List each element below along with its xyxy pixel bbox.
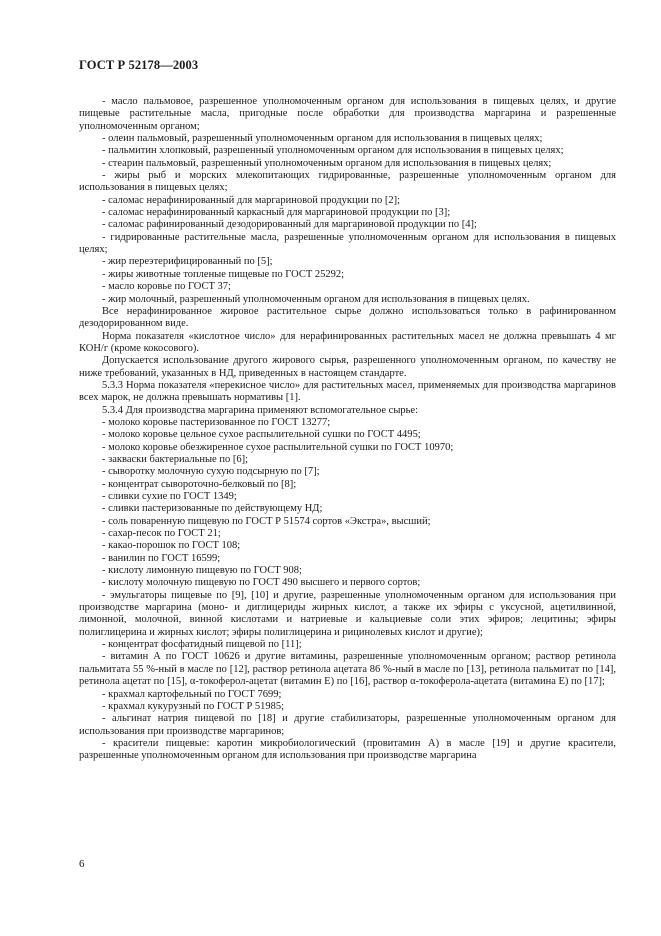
paragraph: - кислоту молочную пищевую по ГОСТ 490 высшего и первого сортов; — [102, 577, 421, 589]
paragraph: - сыворотку молочную сухую подсырную по [7]; — [102, 466, 320, 478]
document-header: ГОСТ Р 52178—2003 — [79, 58, 199, 72]
paragraph: - кислоту лимонную пищевую по ГОСТ 908; — [102, 565, 302, 577]
paragraph: Допускается использование другого жирового сырья, разрешенного уполномоченным органом, по качеству не ниже требований, указанных в НД, приведенных в настоящем стандарте. — [79, 355, 616, 379]
paragraph: - крахмал картофельный по ГОСТ 7699; — [102, 688, 282, 700]
paragraph: Все нерафинированное жировое растительное сырье должно использоваться только в рафинированном дезодорированном виде. — [79, 305, 616, 330]
paragraph: - закваски бактериальные по [6]; — [102, 453, 248, 465]
paragraph: - концентрат фосфатидный пищевой по [11]; — [102, 639, 302, 651]
paragraph: - пальмитин хлопковый, разрешенный уполномоченным органом для использования в пищевых целях; — [102, 145, 564, 157]
paragraph: 5.3.4 Для производства маргарина применяют вспомогательное сырье: — [102, 404, 418, 416]
paragraph: - красители пищевые: каротин микробиологический (провитамин А) в масле [19] и другие красители, разрешенные уполномоченным органом для использования при производстве маргарина — [79, 737, 616, 762]
paragraph: - саломас рафинированный дезодорированный для маргариновой продукции по [4]; — [102, 219, 477, 231]
paragraph: - саломас нерафинированный для маргариновой продукции по [2]; — [102, 194, 401, 206]
paragraph: - жиры рыб и морских млекопитающих гидрированные, разрешенные уполномоченным органом для использования в пищевых целях; — [79, 170, 616, 194]
body-text — [79, 96, 616, 763]
paragraph: - сливки пастеризованные по действующему НД; — [102, 503, 323, 515]
paragraph: - молоко коровье цельное сухое распылительной сушки по ГОСТ 4495; — [102, 429, 421, 441]
paragraph: - эмульгаторы пищевые по [9], [10] и другие, разрешенные уполномоченным органом для использования при производстве маргарина (моно- и диглицериды жирных кислот, а также их эфиры с уксусной, ацетилвинной, лимонной, молочной, винной кислотами и натриевые и кальциевые соли этих эфиров; лецитины; эфиры полиглицерина и жирных кислот; эфиры полиглицерина и рицинолевых кислот и другие); — [79, 589, 616, 638]
paragraph: - ванилин по ГОСТ 16599; — [102, 552, 221, 564]
paragraph: - витамин А по ГОСТ 10626 и другие витамины, разрешенные уполномоченным органом; раствор ретинола пальмитата 55 %-ный в масле по [12], раствор ретинола ацетата 86 %-ный в масле по [13], ретинола пальмитат по [14], ретинола ацетат по [15], α-токоферол-ацетат (витамин Е) по [16], раствор α-токоферола-ацетата (витамина Е) по [17]; — [79, 651, 616, 688]
paragraph: - сахар-песок по ГОСТ 21; — [102, 528, 221, 540]
paragraph: - масло коровье по ГОСТ 37; — [102, 281, 231, 293]
paragraph: - олеин пальмовый, разрешенный уполномоченным органом для использования в пищевых целях; — [102, 133, 543, 145]
paragraph: - какао-порошок по ГОСТ 108; — [102, 540, 241, 552]
paragraph: - гидрированные растительные масла, разрешенные уполномоченным органом для использования в пищевых целях; — [79, 231, 616, 256]
paragraph: - молоко коровье пастеризованное по ГОСТ 13277; — [102, 416, 331, 428]
paragraph: 5.3.3 Норма показателя «перекисное число» для растительных масел, применяемых для производства маргаринов всех марок, не должна превышать нормативы [1]. — [79, 379, 616, 404]
paragraph: - молоко коровье обезжиренное сухое распылительной сушки по ГОСТ 10970; — [102, 441, 454, 453]
paragraph: - концентрат сывороточно-белковый по [8]; — [102, 478, 297, 490]
paragraph: - жир молочный, разрешенный уполномоченным органом для использования в пищевых целях. — [102, 293, 530, 305]
paragraph: - крахмал кукурузный по ГОСТ Р 51985; — [102, 700, 285, 712]
paragraph: - жир переэтерифицированный по [5]; — [102, 256, 273, 268]
paragraph: - стеарин пальмовый, разрешенный уполномоченным органом для использования в пищевых целях; — [102, 157, 552, 169]
paragraph: - масло пальмовое, разрешенное уполномоченным органом для использования в пищевых целях, и другие пищевые растительные масла, пригодные после обработки для производства маргарина и разрешенные уполномоченным органом; — [79, 96, 616, 132]
paragraph: - альгинат натрия пищевой по [18] и другие стабилизаторы, разрешенные уполномоченным органом для использования при производстве маргаринов; — [79, 713, 616, 737]
paragraph: - жиры животные топленые пищевые по ГОСТ 25292; — [102, 268, 345, 280]
paragraph: - сливки сухие по ГОСТ 1349; — [102, 491, 237, 502]
paragraph: Норма показателя «кислотное число» для нерафинированных растительных масел не должна превышать 4 мг КОН/г (кроме кокосового). — [79, 330, 616, 354]
paragraph: - саломас нерафинированный каркасный для маргариновой продукции по [3]; — [102, 207, 451, 219]
paragraph: - соль поваренную пищевую по ГОСТ Р 51574 сортов «Экстра», высший; — [102, 515, 431, 527]
page-number: 6 — [79, 858, 85, 870]
